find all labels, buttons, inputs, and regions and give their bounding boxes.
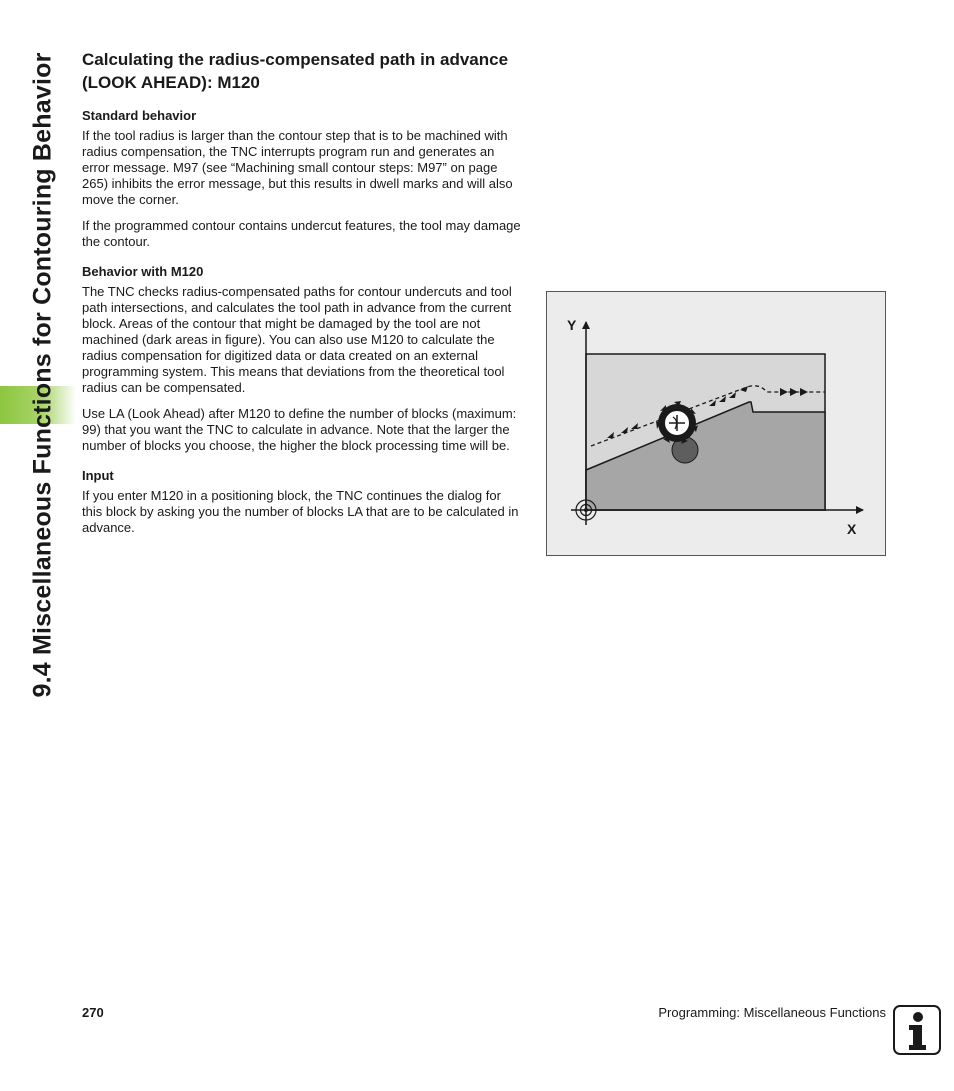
paragraph: If the programmed contour contains undercut features, the tool may damage the contour.	[82, 218, 521, 249]
info-icon	[893, 1005, 941, 1055]
y-axis-label: Y	[567, 317, 577, 333]
look-ahead-figure	[546, 291, 886, 556]
paragraph: If the tool radius is larger than the contour step that is to be machined with radius compensation, the TNC interrupts program run and generates an error message. M97 (see “Machining small contour steps: M97” on page 265) inhibits the error message, but this results in dwell marks and will also move the corner.	[82, 128, 513, 207]
section-title-input: Input	[82, 468, 114, 483]
section-title-behavior-m120: Behavior with M120	[82, 264, 204, 279]
paragraph: The TNC checks radius-compensated paths for contour undercuts and tool path intersections, and calculates the tool path in advance from the current block. Areas of the contour that might be damaged by the tool are not machined (dark areas in figure). You can also use M120 to calculate the radius compensation for digitized data or data created on an external programming system. This means that deviations from the theoretical tool radius can be compensated.	[82, 284, 512, 395]
chapter-side-title: 9.4 Miscellaneous Functions for Contouring Behavior	[28, 52, 57, 698]
paragraph: Use LA (Look Ahead) after M120 to define the number of blocks (maximum: 99) that you want the TNC to calculate in advance. Note that the larger the number of blocks you choose, the higher the block processing time will be.	[82, 406, 517, 453]
footer-chapter-title: Programming: Miscellaneous Functions	[658, 1005, 886, 1020]
x-axis-label: X	[847, 521, 857, 537]
section-title-standard-behavior: Standard behavior	[82, 108, 197, 123]
page-number: 270	[82, 1005, 104, 1020]
page-heading: Calculating the radius-compensated path in advance (LOOK AHEAD): M120	[82, 50, 509, 92]
paragraph: If you enter M120 in a positioning block, the TNC continues the dialog for this block by asking you the number of blocks LA that are to be calculated in advance.	[82, 488, 519, 535]
main-content	[82, 48, 524, 546]
